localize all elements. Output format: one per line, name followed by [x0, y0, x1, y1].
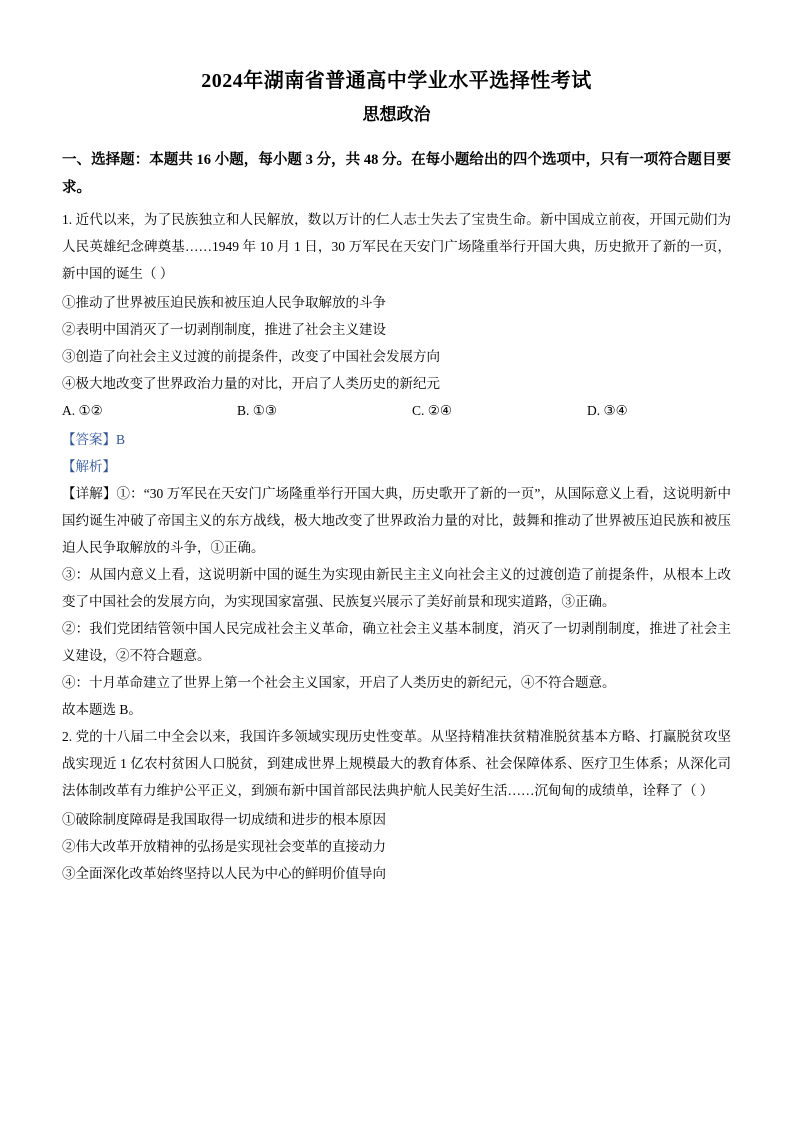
- answer-value: B: [116, 432, 126, 448]
- question-stem: 1. 近代以来，为了民族独立和人民解放，数以万计的仁人志士失去了宝贵生命。新中国成立前夜，开国元勋们为人民英雄纪念碑奠基……1949 年 10 月 1 日，30 万军民在天安门广场隆重举行开国大典，历史掀开了新的一页，新中国的诞生（ ）: [62, 212, 731, 282]
- page-title: 2024年湖南省普通高中学业水平选择性考试: [201, 70, 592, 92]
- choice-b: B. ①③: [237, 403, 277, 419]
- analysis-conclusion: 故本题选 B。: [62, 702, 142, 718]
- question-option: ③全面深化改革始终坚持以人民为中心的鲜明价值导向: [62, 866, 386, 882]
- choice-d: D. ③④: [587, 403, 628, 419]
- question-option: ④极大地改变了世界政治力量的对比，开启了人类历史的新纪元: [62, 376, 440, 392]
- answer-line: [62, 426, 731, 453]
- analysis-paragraph: 【详解】①：“30 万军民在天安门广场隆重举行开国大典，历史歌开了新的一页”，从国际意义上看，这说明新中国约诞生冲破了帝国主义的东方战线，极大地改变了世界政治力量的对比，鼓舞和推动了世界被压迫民族和被压迫人民争取解放的斗争，①正确。: [62, 486, 731, 556]
- choice-a: A. ①②: [62, 403, 103, 419]
- choice-c: C. ②④: [412, 403, 452, 419]
- question-option: ①推动了世界被压迫民族和被压迫人民争取解放的斗争: [62, 295, 386, 311]
- question-option: ②表明中国消灭了一切剥削制度，推进了社会主义建设: [62, 322, 386, 338]
- analysis-paragraph: ③：从国内意义上看，这说明新中国的诞生为实现由新民主主义向社会主义的过渡创造了前提条件，从根本上改变了中国社会的发展方向，为实现国家富强、民族复兴展示了美好前景和现实道路，③正确。: [62, 567, 731, 610]
- analysis-paragraph: ④：十月革命建立了世界上第一个社会主义国家，开启了人类历史的新纪元，④不符合题意。: [62, 675, 616, 691]
- question-block-2: [62, 723, 731, 887]
- question-stem: 2. 党的十八届二中全会以来，我国许多领域实现历史性变革。从坚持精准扶贫精准脱贫基本方略、打赢脱贫攻坚战实现近 1 亿农村贫困人口脱贫，到建成世界上规模最大的教育体系、社会保障体系、医疗卫生体系；从深化司法体制改革有力维护公平正义，到颁布新中国首部民法典护航人民美好生活……沉甸甸的成绩单，诠释了（ ）: [62, 729, 731, 799]
- question-option: ②伟大改革开放精神的弘扬是实现社会变革的直接动力: [62, 839, 386, 855]
- answer-label: 【答案】: [62, 432, 116, 448]
- question-option: ③创造了向社会主义过渡的前提条件，改变了中国社会发展方向: [62, 349, 440, 365]
- question-block-1: [62, 206, 731, 723]
- page-subtitle: 思想政治: [362, 105, 431, 124]
- section-heading: 一、选择题：本题共 16 小题，每小题 3 分，共 48 分。在每小题给出的四个选项中，只有一项符合题目要求。: [62, 151, 731, 196]
- analysis-paragraph: ②：我们党团结管领中国人民完成社会主义革命，确立社会主义基本制度，消灭了一切剥削制度，推进了社会主义建设，②不符合题意。: [62, 621, 731, 664]
- question-option: ①破除制度障碍是我国取得一切成绩和进步的根本原因: [62, 812, 386, 828]
- answer-choices-row: [62, 397, 731, 424]
- analysis-label: 【解析】: [62, 459, 116, 475]
